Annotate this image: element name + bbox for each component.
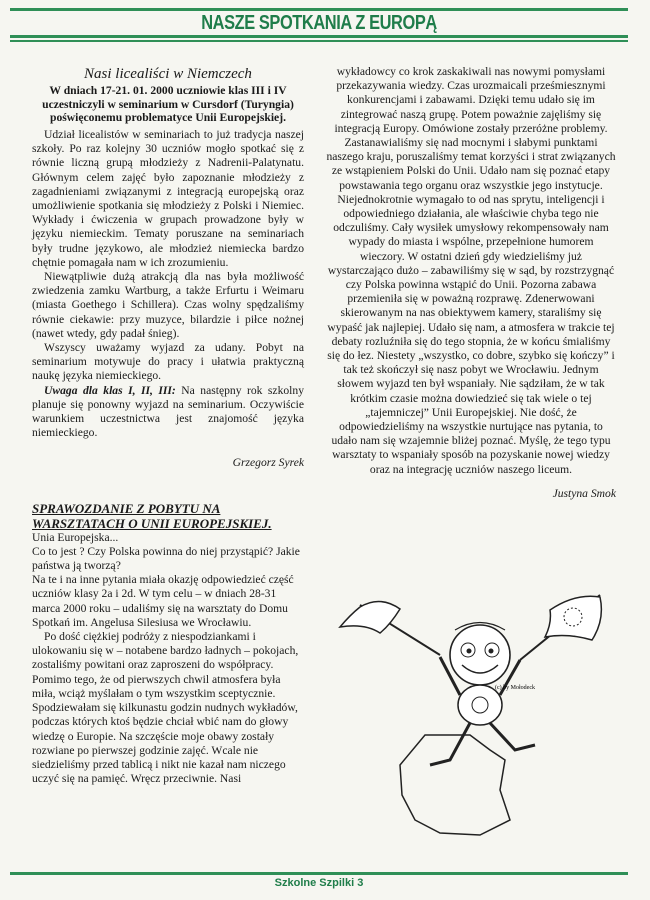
header-rule-bottom (10, 35, 628, 38)
article-note (32, 384, 304, 441)
mascot-illustration (330, 585, 630, 845)
mascot-head (450, 625, 510, 685)
report-paragraph: Po dość ciężkiej podróży z niespodziankami i ulokowaniu się w – notabene bardzo ładnych – pokojach, zostaliśmy powitani oraz zaproszeni do współpracy. Pomimo tego, że od pierwszych chwil atmosfera była miła, wciąż myślałam o tym wszystkim sceptycznie. Spodziewałam się kilkunastu godzin nudnych wykładów, podczas których ktoś będzie chciał wbić nam do głowy wiedzę o Europie. Na szczęście moje obawy zostały rozwiane po pierwszej godzinie zajęć. Wcale nie siedzieliśmy przed tablicą i nikt nie kazał nam niczego uczyć się na pamięć. Wręcz przeciwnie. Nasi (32, 630, 299, 786)
page-title: NASZE SPOTKANIA Z EUROPĄ (201, 12, 437, 34)
note-text: Na następny rok szkolny planuje się ponowny wyjazd na seminarium. Oczywiście warunkiem uczestnictwa jest znajomość języka niemieckiego. (32, 383, 304, 440)
section-title: SPRAWOZDANIE Z POBYTU NA WARSZTATACH O UNII EUROPEJSKIEJ. (32, 500, 272, 531)
illustration-credit: (c) by Mołodeck (495, 685, 535, 691)
report-continuation: wykładowcy co krok zaskakiwali nas nowymi pomysłami przekazywania wiedzy. Czas urozmaicali prześmiesznymi konkurencjami i zabawami. Dzięki temu udało się im zintegrować naszą grupę. Potem poważnie zajęliśmy się integracją Europy. Omówione zostały przeróżne problemy. Zastanawialiśmy się nad mocnymi i słabymi punktami naszego kraju, poruszaliśmy temat korzyści i strat związanych ze wstąpieniem Polski do Unii. Udało nam się poznać etapy powstawania tego organu oraz wszystkie jego instytucje. Niejednokrotnie wymagało to od nas sprytu, inteligencji i odpowiedniego działania, ale właściwie chyba tego nie odczuliśmy. Cały wysiłek umysłowy rekompensowały nam wypady do miasta i wspólne, przepełnione humorem wieczory. W ostatni dzień gdy wiedzieliśmy już wystarczająco dużo – zabawiliśmy się w sąd, by rozstrzygnąć czy Polska powinna wstąpić do Unii. Pozorna zabawa przemieniła się w poważną rozprawę. Zdenerwowani skierowanym na nas obiektywem kamery, staraliśmy się wypaść jak najlepiej. Udało się nam, a atmosfera w trakcie tej debaty rozluźniła się do tego stopnia, że w końcu śmialiśmy się do łez. Niestety „wszystko, co dobre, szybko się kończy” i tak też skończył się nasz pobyt we Wrocławiu. Jednym słowem wyjazd ten był wspaniały. Nie sądziłam, że w tak krótkim czasie można dowiedzieć się tak wiele o tej „tajemniczej” Unii Europejskiej. Nie dość, że odpowiedzieliśmy na wszystkie nurtujące nas pytania, to udało nam się wzajemnie bliżej poznać. Myślę, że tego typu warsztaty to wspaniały sposób na pozyskanie nowej wiedzy oraz na integrację uczniów naszego liceum. (326, 65, 616, 476)
article-title: Nasi licealiści w Niemczech (84, 66, 252, 82)
report-intro: Unia Europejska... Co to jest ? Czy Polska powinna do niej przystąpić? Jakie państwa ją tworzą? Na te i na inne pytania miała okazję odpowiedzieć część uczniów klasy 2a i 2d. W tym celu – w dniach 28-31 marca 2000 roku – udaliśmy się na warsztaty do Domu Spotkań im. Angelusa Silesiusa we Wrocławiu. (32, 530, 300, 629)
article-paragraph: Niewątpliwie dużą atrakcją dla nas była możliwość zwiedzenia zamku Wartburg, a także Erfurtu i Weimaru (miasta Goethego i Schillera). Czas wolny spędzaliśmy równie ciekawie: przy muzyce, bilardzie i piłce nożnej (nawet wtedy, gdy padał śnieg). (32, 270, 304, 340)
page-header (10, 8, 628, 42)
left-flag (340, 601, 400, 633)
page-footer (10, 872, 628, 889)
publication-name: Szkolne Szpilki (274, 877, 355, 889)
page-number: 3 (357, 877, 364, 889)
footer-rule (10, 872, 628, 875)
header-rule-thin (10, 40, 628, 42)
mascot-body (458, 685, 502, 725)
mascot-leg-right (490, 723, 535, 750)
eu-flag (545, 596, 601, 640)
article-lead: W dniach 17-21. 01. 2000 uczniowie klas III i IV uczestniczyli w seminarium w Cursdorf (Turyngia) poświęconemu problematyce Unii Europejskiej. (42, 84, 294, 125)
mascot-leg-left (430, 723, 470, 765)
report-body (32, 531, 304, 787)
article-author: Grzegorz Syrek (232, 456, 304, 470)
article-paragraph: Udział licealistów w seminariach to już tradycja naszej szkoły. Po raz kolejny 30 uczniów mogło spotkać się z równie liczną grupą młodzieży z Nadrenii-Palatynatu. Głównym celem zajęć było zapoznanie młodzieży z zagadnieniami związanymi z integracją europejską oraz umożliwienie spotkania się młodzieży z Polski i Niemiec. Wykłady i ćwiczenia w grupach prowadzone były w języku niemieckim. Tematy poruszane na seminariach były trudne językowo, ale młodzież niemiecka bardzo chętnie pomagała nam w ich zrozumieniu. (32, 127, 304, 269)
article-paragraph: Wszyscy uważamy wyjazd za udany. Pobyt na seminarium motywuje do pracy i ułatwia praktyczną naukę języka niemieckiego. (32, 341, 304, 383)
footer-label (10, 877, 628, 889)
left-column (32, 65, 304, 786)
note-label: Uwaga dla klas I, II, III: (44, 383, 176, 397)
right-column (326, 65, 616, 501)
report-author: Justyna Smok (552, 486, 616, 500)
